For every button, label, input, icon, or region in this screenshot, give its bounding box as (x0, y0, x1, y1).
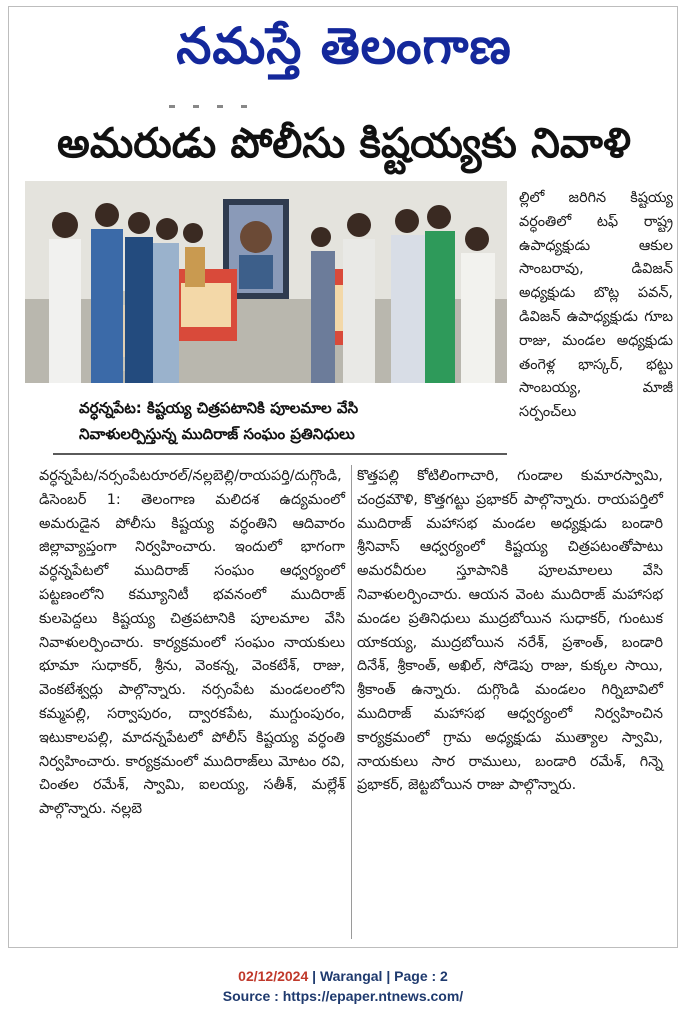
news-photo (25, 181, 507, 383)
footer-separator: | (312, 968, 317, 984)
footer-date: 02/12/2024 (238, 968, 309, 984)
article-column-right: కొత్తపల్లి కోటిలింగాచారి, గుండాల కుమారస్వామి, చంద్రమౌళి, కొత్తగట్టు ప్రభాకర్ పాల్గొన్నారు. రాయపర్తిలో ముదిరాజ్ మహాసభ మండల అధ్యక్షుడు బండారి శ్రీనివాస్ ఆధ్వర్యంలో కిష్టయ్య చిత్రపటంతోపాటు అమరవీరుల స్తూపానికి పూలమాలలు వేసి నివాళులర్పించారు. ఆయన వెంట ముదిరాజ్ మహాసభ మండల ప్రతినిధులు ముద్రబోయిన సుధాకర్, గుంటుక యాకయ్య, ముద్రబోయిన నరేశ్, ప్రశాంత్, బండారి దినేశ్, శ్రీకాంత్, అఖిల్, సోడెపు రాజు, కుక్కల సాయి, శ్రీకాంత్ ఉన్నారు. దుగ్గొండి మండలం గిర్నిబావిలో ముదిరాజ్ మహాసభ ఆధ్వర్యంలో నిర్వహించిన కార్యక్రమంలో గ్రామ అధ్యక్షుడు ముత్యాల స్వామి, నాయకులు సార రాములు, బండారి రమేశ్, గిన్నె ప్రభాకర్, జెట్టబోయిన రాజు పాల్గొన్నారు. (357, 468, 663, 794)
photo-caption-line-1: వర్ధన్నపేట: కిష్టయ్య చిత్రపటానికి పూలమాల వేసి (79, 399, 359, 417)
newspaper-clipping (8, 6, 678, 948)
photo-caption (79, 395, 457, 447)
article-column-left: వర్ధన్నపేట/నర్సంపేటరూరల్/నల్లబెల్లి/రాయపర్తి/దుగ్గొండి, డిసెంబర్ 1: తెలంగాణ మలిదశ ఉద్యమంలో అమరుడైన పోలీసు కిష్టయ్య వర్ధంతిని ఆదివారం జిల్లావ్యాప్తంగా నిర్వహించారు. ఇందులో భాగంగా వర్ధన్నపేటలో ముదిరాజ్ సంఘం ఆధ్వర్యంలో పట్టణంలోని కమ్యూనిటీ భవనంలో ముదిరాజ్ కులపెద్దలు కిష్టయ్య చిత్రపటానికి పూలమాల వేసి నివాళులర్పించారు. కార్యక్రమంలో సంఘం నాయకులు భూమా సుధాకర్, శ్రీను, వెంకన్న, వెంకటేశ్, రాజు, వెంకటేశ్వర్లు పాల్గొన్నారు. నర్సంపేట మండలంలోని కమ్మపల్లి, సర్వాపురం, ద్వారకపేట, ముగ్దుంపురం, ఇటుకాలపల్లి, మాదన్నపేటలో పోలీస్ కిష్టయ్య వర్ధంతి నిర్వహించారు. కార్యక్రమంలో ముదిరాజ్‌లు మోటం రవి, చింతల రమేశ్, స్వామి, ఐలయ్య, సతీశ్, మల్లేశ్ పాల్గొన్నారు. నల్లబె (39, 468, 345, 818)
decorative-dashes (169, 93, 339, 103)
footer-page: Page : 2 (394, 968, 448, 984)
footer-separator: | (386, 968, 391, 984)
footer-source-link[interactable]: Source : https://epaper.ntnews.com/ (222, 988, 464, 1004)
footer-dateline-row (0, 966, 686, 986)
article-column-sidebar: ల్లిలో జరిగిన కిష్టయ్య వర్ధంతిలో టఫ్ రాష్ట్ర ఉపాధ్యక్షుడు ఆకుల సాంబరావు, డివిజన్ అధ్యక్షుడు బొట్ల పవన్, డివిజన్ ఉపాధ్యక్షుడు గూబ రాజు, మండల అధ్యక్షుడు తంగెళ్ల భాస్కర్, భట్టు సాంబయ్య, మాజీ సర్పంచ్‌లు (519, 190, 673, 421)
footer (0, 966, 686, 1006)
masthead-title: నమస్తే తెలంగాణ (176, 16, 512, 75)
photo-caption-line-2: నివాళులర్పిస్తున్న ముదిరాజ్ సంఘం ప్రతినిధులు (79, 425, 355, 443)
footer-city: Warangal (319, 968, 383, 984)
headline: అమరుడు పోలీసు కిష్టయ్యకు నివాళి (57, 119, 631, 167)
caption-divider (53, 453, 507, 455)
column-divider (351, 465, 352, 939)
